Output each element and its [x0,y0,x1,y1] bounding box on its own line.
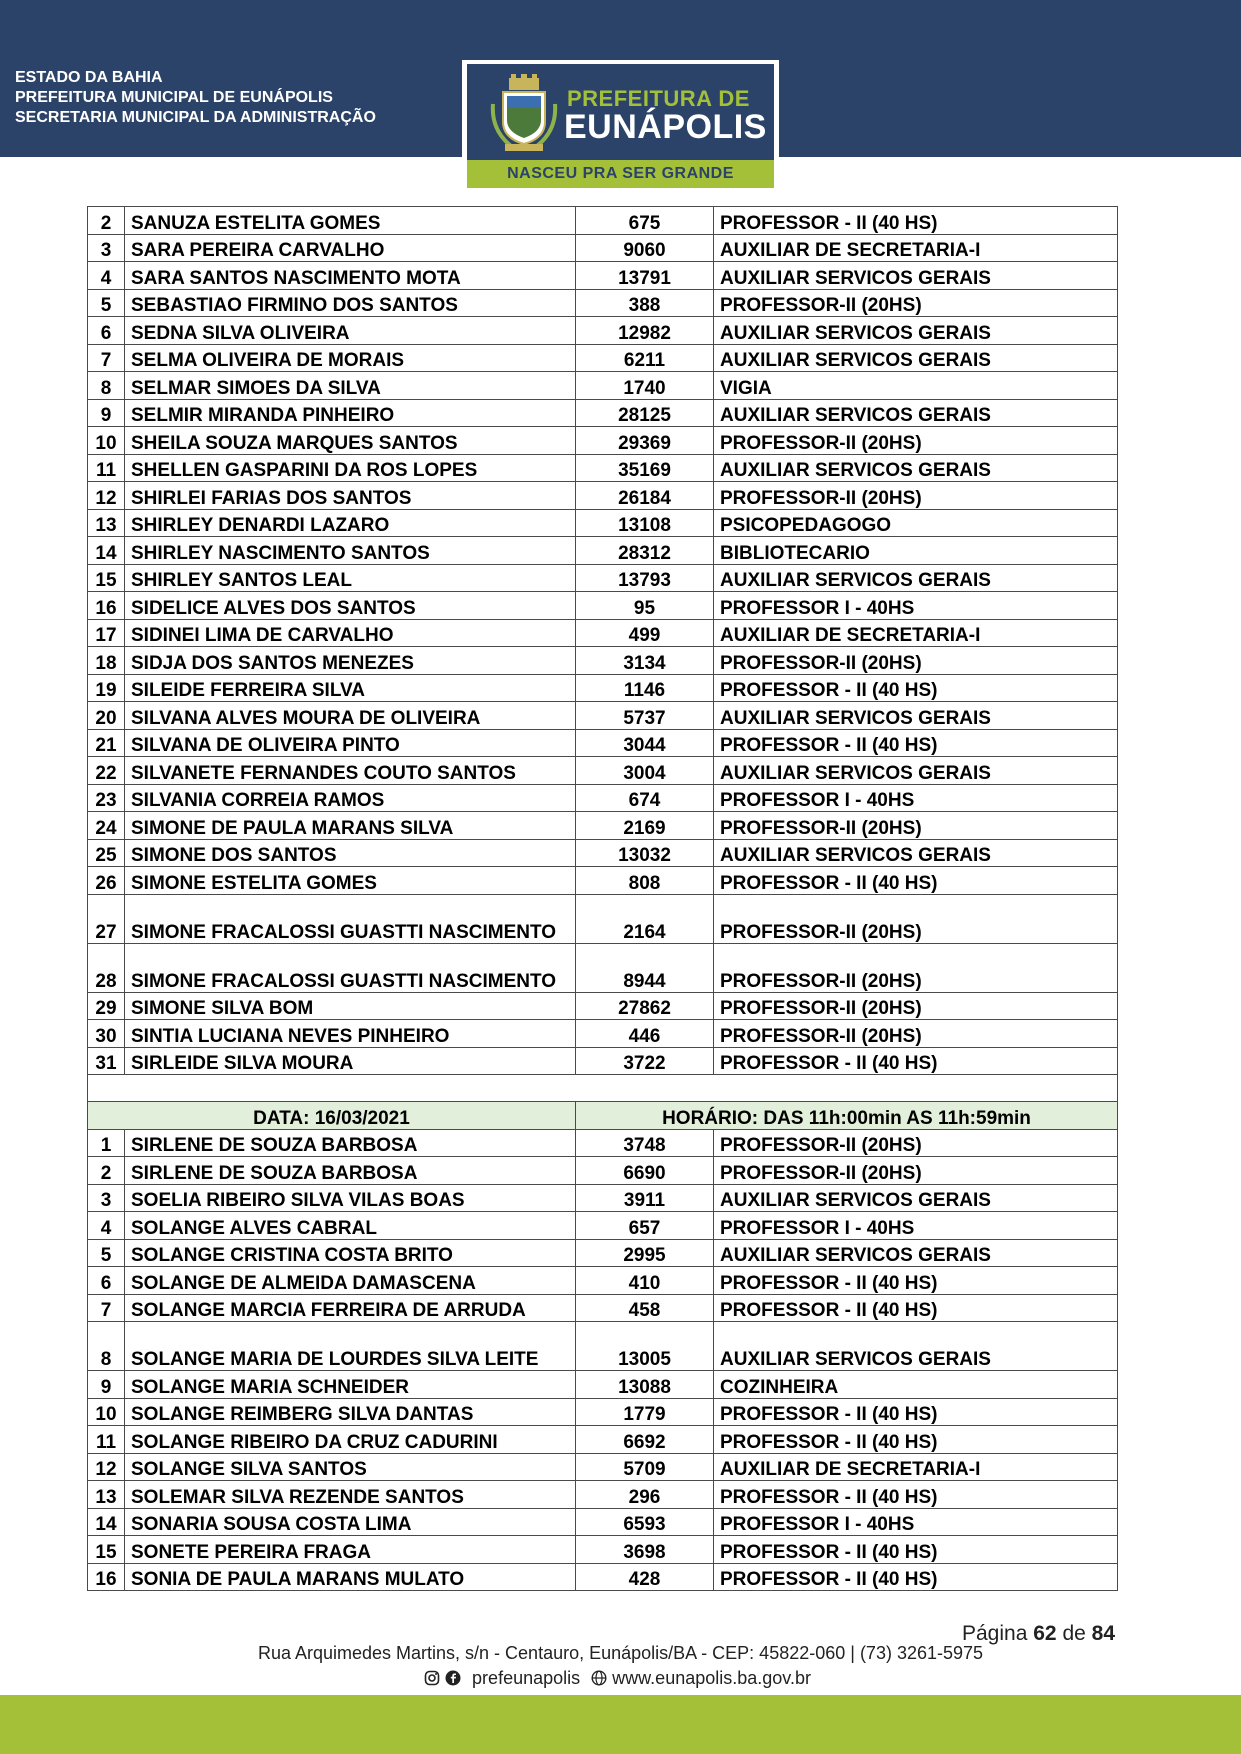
employee-registration: 6593 [576,1508,714,1536]
table-row [88,867,1118,895]
table-row [88,1426,1118,1454]
header-line-prefeitura: PREFEITURA MUNICIPAL DE EUNÁPOLIS [15,89,333,106]
table-row [88,619,1118,647]
employee-name: SIMONE SILVA BOM [125,992,576,1020]
table-row [88,1212,1118,1240]
row-number: 16 [88,592,125,620]
header-text [15,68,376,128]
table-row [88,564,1118,592]
table-row [88,1398,1118,1426]
employee-name: SOLANGE MARIA SCHNEIDER [125,1371,576,1399]
table-row [88,1267,1118,1295]
employee-name: SONIA DE PAULA MARANS MULATO [125,1563,576,1591]
employee-registration: 1146 [576,674,714,702]
employee-registration: 3911 [576,1184,714,1212]
employee-name: SHIRLEY SANTOS LEAL [125,564,576,592]
roster-body [88,207,1118,1591]
table-row [88,1157,1118,1185]
employee-registration: 3134 [576,647,714,675]
row-number: 22 [88,757,125,785]
employee-registration: 3722 [576,1047,714,1075]
row-number: 4 [88,1212,125,1240]
row-number: 27 [88,894,125,943]
employee-registration: 5737 [576,702,714,730]
table-row [88,207,1118,235]
row-number: 14 [88,537,125,565]
employee-registration: 499 [576,619,714,647]
employee-role: PROFESSOR-II (20HS) [714,1129,1118,1157]
employee-role: AUXILIAR SERVICOS GERAIS [714,757,1118,785]
employee-registration: 446 [576,1020,714,1048]
employee-role: PROFESSOR-II (20HS) [714,482,1118,510]
employee-role: PROFESSOR-II (20HS) [714,647,1118,675]
table-row [88,812,1118,840]
employee-registration: 13032 [576,839,714,867]
row-number: 3 [88,1184,125,1212]
page-total: 84 [1091,1622,1115,1645]
employee-name: SIRLENE DE SOUZA BARBOSA [125,1129,576,1157]
employee-registration: 28125 [576,399,714,427]
coat-of-arms-icon [489,74,559,154]
row-number: 6 [88,1267,125,1295]
table-row [88,757,1118,785]
employee-role: AUXILIAR SERVICOS GERAIS [714,1322,1118,1371]
row-number: 25 [88,839,125,867]
row-number: 10 [88,427,125,455]
employee-role: AUXILIAR SERVICOS GERAIS [714,1239,1118,1267]
website-link[interactable]: www.eunapolis.ba.gov.br [612,1668,811,1688]
employee-role: AUXILIAR SERVICOS GERAIS [714,399,1118,427]
employee-role: PROFESSOR - II (40 HS) [714,1481,1118,1509]
session-header-row [88,1102,1118,1130]
employee-role: AUXILIAR DE SECRETARIA-I [714,234,1118,262]
employee-role: VIGIA [714,372,1118,400]
row-number: 16 [88,1563,125,1591]
employee-role: COZINHEIRA [714,1371,1118,1399]
employee-registration: 26184 [576,482,714,510]
row-number: 29 [88,992,125,1020]
facebook-icon [445,1670,461,1686]
table-row [88,1239,1118,1267]
employee-registration: 27862 [576,992,714,1020]
employee-role: PROFESSOR - II (40 HS) [714,1047,1118,1075]
employee-registration: 35169 [576,454,714,482]
employee-name: SOLANGE RIBEIRO DA CRUZ CADURINI [125,1426,576,1454]
table-row [88,454,1118,482]
table-row [88,427,1118,455]
employee-role: PROFESSOR - II (40 HS) [714,674,1118,702]
employee-name: SHEILA SOUZA MARQUES SANTOS [125,427,576,455]
table-row [88,509,1118,537]
footer-band [0,1695,1241,1754]
row-number: 20 [88,702,125,730]
header-line-state: ESTADO DA BAHIA [15,69,163,86]
employee-role: PROFESSOR - II (40 HS) [714,1426,1118,1454]
table-row [88,943,1118,992]
row-number: 17 [88,619,125,647]
employee-name: SILEIDE FERREIRA SILVA [125,674,576,702]
row-number: 15 [88,564,125,592]
employee-name: SILVANA ALVES MOURA DE OLIVEIRA [125,702,576,730]
employee-name: SOLANGE MARIA DE LOURDES SILVA LEITE [125,1322,576,1371]
row-number: 5 [88,289,125,317]
employee-registration: 9060 [576,234,714,262]
row-number: 10 [88,1398,125,1426]
row-number: 30 [88,1020,125,1048]
employee-registration: 2995 [576,1239,714,1267]
table-row [88,262,1118,290]
employee-name: SINTIA LUCIANA NEVES PINHEIRO [125,1020,576,1048]
employee-role: PROFESSOR - II (40 HS) [714,1563,1118,1591]
table-row [88,674,1118,702]
employee-registration: 12982 [576,317,714,345]
employee-registration: 13088 [576,1371,714,1399]
row-number: 6 [88,317,125,345]
employee-name: SHIRLEY NASCIMENTO SANTOS [125,537,576,565]
logo-title-line2: EUNÁPOLIS [564,108,767,146]
employee-name: SIMONE FRACALOSSI GUASTTI NASCIMENTO [125,943,576,992]
globe-icon [591,1670,607,1686]
table-row [88,289,1118,317]
table-row [88,1371,1118,1399]
employee-name: SIMONE DOS SANTOS [125,839,576,867]
table-row [88,1129,1118,1157]
table-row [88,1536,1118,1564]
employee-name: SIDINEI LIMA DE CARVALHO [125,619,576,647]
employee-registration: 428 [576,1563,714,1591]
table-row [88,647,1118,675]
employee-name: SOLEMAR SILVA REZENDE SANTOS [125,1481,576,1509]
employee-role: AUXILIAR SERVICOS GERAIS [714,262,1118,290]
employee-registration: 3004 [576,757,714,785]
row-number: 7 [88,344,125,372]
employee-registration: 6692 [576,1426,714,1454]
employee-name: SEBASTIAO FIRMINO DOS SANTOS [125,289,576,317]
table-row [88,1184,1118,1212]
table-row [88,372,1118,400]
session-time: HORÁRIO: DAS 11h:00min AS 11h:59min [576,1102,1118,1130]
employee-role: BIBLIOTECARIO [714,537,1118,565]
employee-role: PROFESSOR - II (40 HS) [714,867,1118,895]
employee-role: PSICOPEDAGOGO [714,509,1118,537]
employee-role: AUXILIAR SERVICOS GERAIS [714,702,1118,730]
employee-name: SILVANETE FERNANDES COUTO SANTOS [125,757,576,785]
employee-role: PROFESSOR I - 40HS [714,1212,1118,1240]
employee-role: PROFESSOR-II (20HS) [714,1020,1118,1048]
page-current: 62 [1033,1622,1057,1645]
employee-registration: 13791 [576,262,714,290]
employee-registration: 410 [576,1267,714,1295]
employee-registration: 13108 [576,509,714,537]
employee-role: AUXILIAR SERVICOS GERAIS [714,839,1118,867]
employee-role: PROFESSOR I - 40HS [714,1508,1118,1536]
employee-role: PROFESSOR - II (40 HS) [714,1398,1118,1426]
employee-name: SOLANGE CRISTINA COSTA BRITO [125,1239,576,1267]
employee-role: PROFESSOR-II (20HS) [714,427,1118,455]
row-number: 9 [88,1371,125,1399]
row-number: 11 [88,454,125,482]
employee-role: AUXILIAR DE SECRETARIA-I [714,1453,1118,1481]
employee-name: SIMONE ESTELITA GOMES [125,867,576,895]
table-row [88,537,1118,565]
employee-registration: 674 [576,784,714,812]
row-number: 1 [88,1129,125,1157]
employee-name: SELMIR MIRANDA PINHEIRO [125,399,576,427]
row-number: 28 [88,943,125,992]
spacer-cell [88,1075,1118,1102]
page-of: de [1062,1622,1086,1645]
instagram-icon [424,1670,440,1686]
employee-registration: 6211 [576,344,714,372]
employee-role: AUXILIAR SERVICOS GERAIS [714,317,1118,345]
employee-name: SOLANGE ALVES CABRAL [125,1212,576,1240]
employee-registration: 13005 [576,1322,714,1371]
page-label: Página [962,1622,1028,1645]
employee-role: AUXILIAR DE SECRETARIA-I [714,619,1118,647]
employee-registration: 5709 [576,1453,714,1481]
employee-role: PROFESSOR I - 40HS [714,592,1118,620]
employee-registration: 2169 [576,812,714,840]
employee-role: AUXILIAR SERVICOS GERAIS [714,564,1118,592]
table-row [88,399,1118,427]
employee-role: PROFESSOR-II (20HS) [714,289,1118,317]
row-number: 2 [88,1157,125,1185]
employee-role: AUXILIAR SERVICOS GERAIS [714,454,1118,482]
employee-name: SIDELICE ALVES DOS SANTOS [125,592,576,620]
row-number: 24 [88,812,125,840]
table-row [88,317,1118,345]
row-number: 12 [88,1453,125,1481]
employee-registration: 808 [576,867,714,895]
employee-role: PROFESSOR - II (40 HS) [714,1536,1118,1564]
employee-name: SIRLENE DE SOUZA BARBOSA [125,1157,576,1185]
footer-address: Rua Arquimedes Martins, s/n - Centauro, Eunápolis/BA - CEP: 45822-060 | (73) 3261-5975 [257,1643,984,1663]
employee-role: PROFESSOR I - 40HS [714,784,1118,812]
employee-role: PROFESSOR-II (20HS) [714,943,1118,992]
row-number: 31 [88,1047,125,1075]
employee-registration: 388 [576,289,714,317]
employee-name: SOLANGE REIMBERG SILVA DANTAS [125,1398,576,1426]
employee-name: SEDNA SILVA OLIVEIRA [125,317,576,345]
prefeitura-logo [462,60,779,192]
table-row [88,344,1118,372]
employee-registration: 29369 [576,427,714,455]
row-number: 4 [88,262,125,290]
employee-name: SHIRLEY DENARDI LAZARO [125,509,576,537]
employee-role: PROFESSOR-II (20HS) [714,812,1118,840]
row-number: 12 [88,482,125,510]
row-number: 2 [88,207,125,235]
employee-name: SIMONE DE PAULA MARANS SILVA [125,812,576,840]
employee-registration: 3698 [576,1536,714,1564]
employee-registration: 13793 [576,564,714,592]
employee-registration: 675 [576,207,714,235]
table-row [88,1508,1118,1536]
row-number: 7 [88,1294,125,1322]
row-number: 9 [88,399,125,427]
row-number: 26 [88,867,125,895]
employee-name: SARA SANTOS NASCIMENTO MOTA [125,262,576,290]
footer-social [0,1668,1241,1689]
employee-registration: 3044 [576,729,714,757]
row-number: 14 [88,1508,125,1536]
row-number: 11 [88,1426,125,1454]
employee-role: PROFESSOR - II (40 HS) [714,1267,1118,1295]
employee-name: SOLANGE MARCIA FERREIRA DE ARRUDA [125,1294,576,1322]
header-line-secretaria: SECRETARIA MUNICIPAL DA ADMINISTRAÇÃO [15,109,376,126]
spacer-row [88,1075,1118,1102]
employee-registration: 458 [576,1294,714,1322]
table-row [88,1453,1118,1481]
session-date: DATA: 16/03/2021 [88,1102,576,1130]
employee-role: AUXILIAR SERVICOS GERAIS [714,344,1118,372]
employee-registration: 1740 [576,372,714,400]
employee-name: SHELLEN GASPARINI DA ROS LOPES [125,454,576,482]
employee-registration: 6690 [576,1157,714,1185]
row-number: 8 [88,1322,125,1371]
table-row [88,592,1118,620]
employee-role: PROFESSOR - II (40 HS) [714,1294,1118,1322]
employee-registration: 2164 [576,894,714,943]
row-number: 13 [88,1481,125,1509]
employee-name: SIMONE FRACALOSSI GUASTTI NASCIMENTO [125,894,576,943]
employee-name: SILVANIA CORREIA RAMOS [125,784,576,812]
employee-name: SHIRLEI FARIAS DOS SANTOS [125,482,576,510]
logo-slogan: NASCEU PRA SER GRANDE [467,160,774,188]
employee-registration: 8944 [576,943,714,992]
row-number: 3 [88,234,125,262]
employee-name: SANUZA ESTELITA GOMES [125,207,576,235]
employee-name: SIDJA DOS SANTOS MENEZES [125,647,576,675]
table-row [88,234,1118,262]
table-row [88,839,1118,867]
employee-name: SILVANA DE OLIVEIRA PINTO [125,729,576,757]
table-row [88,482,1118,510]
employee-registration: 296 [576,1481,714,1509]
table-row [88,729,1118,757]
employee-registration: 1779 [576,1398,714,1426]
row-number: 8 [88,372,125,400]
table-row [88,1322,1118,1371]
employee-name: SOLANGE DE ALMEIDA DAMASCENA [125,1267,576,1295]
row-number: 23 [88,784,125,812]
roster-table [87,206,1118,1591]
table-row [88,894,1118,943]
logo-title-line1: PREFEITURA DE [567,86,750,111]
table-row [88,702,1118,730]
table-row [88,1294,1118,1322]
employee-name: SIRLEIDE SILVA MOURA [125,1047,576,1075]
row-number: 13 [88,509,125,537]
table-row [88,784,1118,812]
table-row [88,992,1118,1020]
table-row [88,1563,1118,1591]
employee-registration: 95 [576,592,714,620]
row-number: 18 [88,647,125,675]
row-number: 5 [88,1239,125,1267]
employee-name: SARA PEREIRA CARVALHO [125,234,576,262]
employee-role: PROFESSOR - II (40 HS) [714,729,1118,757]
social-handle: prefeunapolis [472,1668,581,1688]
employee-registration: 28312 [576,537,714,565]
row-number: 19 [88,674,125,702]
table-row [88,1481,1118,1509]
employee-name: SONETE PEREIRA FRAGA [125,1536,576,1564]
table-row [88,1047,1118,1075]
employee-role: PROFESSOR-II (20HS) [714,894,1118,943]
employee-role: PROFESSOR-II (20HS) [714,1157,1118,1185]
employee-name: SELMA OLIVEIRA DE MORAIS [125,344,576,372]
row-number: 21 [88,729,125,757]
employee-name: SOELIA RIBEIRO SILVA VILAS BOAS [125,1184,576,1212]
employee-registration: 3748 [576,1129,714,1157]
employee-role: PROFESSOR-II (20HS) [714,992,1118,1020]
employee-role: AUXILIAR SERVICOS GERAIS [714,1184,1118,1212]
row-number: 15 [88,1536,125,1564]
employee-role: PROFESSOR - II (40 HS) [714,207,1118,235]
employee-name: SELMAR SIMOES DA SILVA [125,372,576,400]
employee-name: SONARIA SOUSA COSTA LIMA [125,1508,576,1536]
employee-registration: 657 [576,1212,714,1240]
table-row [88,1020,1118,1048]
employee-name: SOLANGE SILVA SANTOS [125,1453,576,1481]
